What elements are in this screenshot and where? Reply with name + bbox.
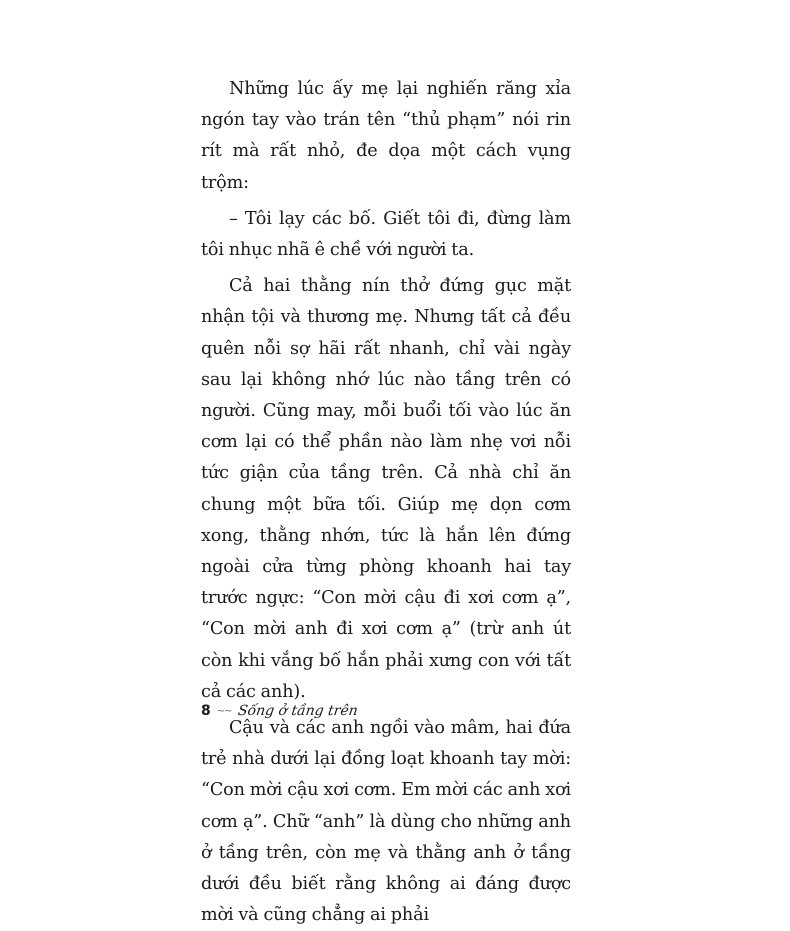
page-number: 8	[201, 703, 211, 719]
page-body	[201, 74, 571, 931]
paragraph-3: Cả hai thằng nín thở đứng gục mặt nhận tội và thương mẹ. Nhưng tất cả đều quên nỗi sợ hãi rất nhanh, chỉ vài ngày sau lại không nhớ lúc nào tầng trên có người. Cũng may, mỗi buổi tối vào lúc ăn cơm lại có thể phần nào làm nhẹ vơi nỗi tức giận của tầng trên. Cả nhà chỉ ăn chung một bữa tối. Giúp mẹ dọn cơm xong, thằng nhớn, tức là hắn lên đứng ngoài cửa từng phòng khoanh hai tay trước ngực: “Con mời cậu đi xơi cơm ạ”, “Con mời anh đi xơi cơm ạ” (trừ anh út còn khi vắng bố hắn phải xưng con với tất cả các anh).	[201, 276, 571, 702]
paragraph-2: – Tôi lạy các bố. Giết tôi đi, đừng làm tôi nhục nhã ê chề với người ta.	[201, 208, 571, 261]
page-footer	[201, 703, 357, 719]
ornament-mark: ~~	[216, 705, 232, 717]
paragraph-1: Những lúc ấy mẹ lại nghiến răng xỉa ngón tay vào trán tên “thủ phạm” nói rin rít mà rất nhỏ, đe dọa một cách vụng trộm:	[201, 79, 571, 193]
paragraph-4: Cậu và các anh ngồi vào mâm, hai đứa trẻ nhà dưới lại đồng loạt khoanh tay mời: “Con mời cậu xơi cơm. Em mời các anh xơi cơm ạ”. Chữ “anh” là dùng cho những anh ở tầng trên, còn mẹ và thằng anh ở tầng dưới đều biết rằng không ai đáng được mời và cũng chẳng ai phải	[201, 718, 571, 926]
running-title: Sống ở tầng trên	[236, 703, 359, 719]
